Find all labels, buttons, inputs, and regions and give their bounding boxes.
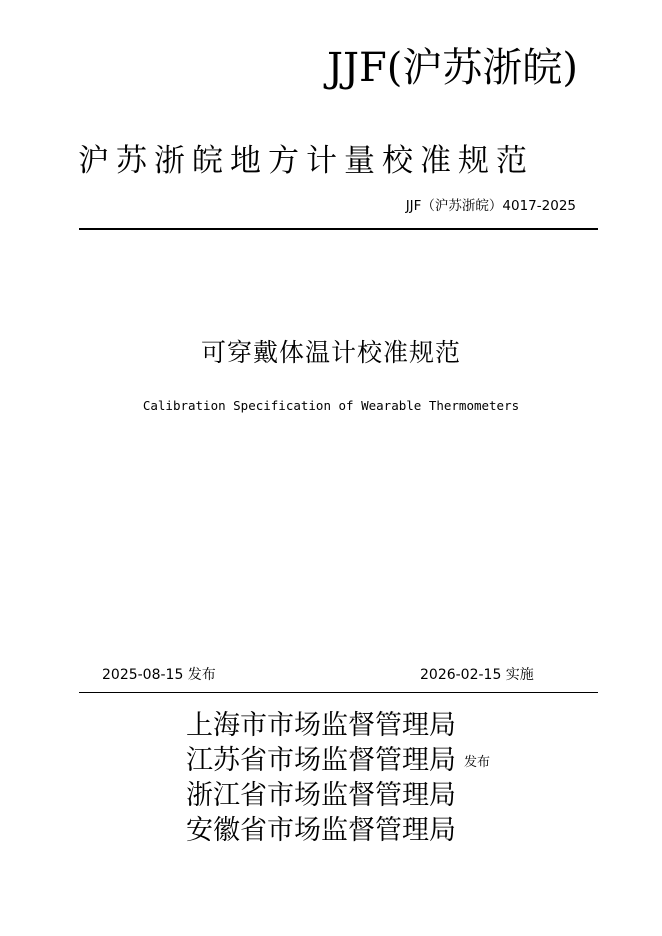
document-title-chinese: 可穿戴体温计校准规范	[200, 338, 461, 367]
bottom-divider	[79, 692, 598, 693]
document-title-english: Calibration Specification of Wearable Thermometers	[142, 398, 520, 413]
publish-label: 发布	[464, 755, 491, 770]
document-number: JJF（沪苏浙皖）4017-2025	[405, 198, 576, 214]
authority-zhejiang: 浙江省市场监督管理局	[186, 780, 456, 811]
issuing-authorities	[186, 708, 456, 848]
top-divider	[79, 228, 598, 230]
authority-shanghai: 上海市市场监督管理局	[186, 710, 456, 741]
standard-code-heading: JJF(沪苏浙皖)	[326, 45, 578, 91]
authority-jiangsu: 江苏省市场监督管理局	[186, 745, 456, 776]
authority-anhui: 安徽省市场监督管理局	[186, 815, 456, 846]
series-title: 沪苏浙皖地方计量校准规范	[78, 143, 534, 179]
implementation-date: 2026-02-15 实施	[420, 667, 534, 683]
issue-date: 2025-08-15 发布	[102, 667, 216, 683]
